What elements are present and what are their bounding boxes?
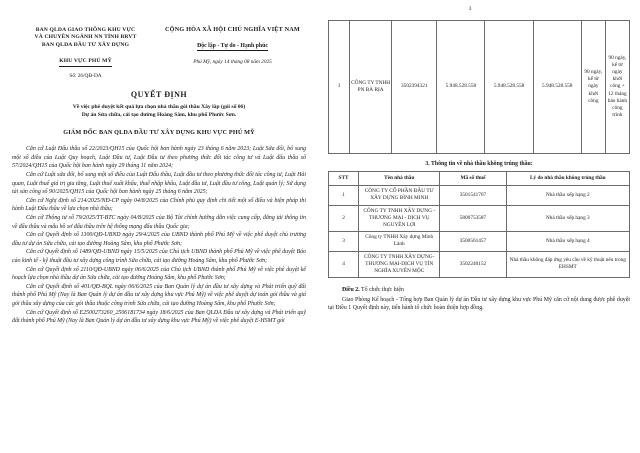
article-2-label: Điều 2. xyxy=(342,287,360,294)
loser-reason: Nhà thầu xếp hạng 4 xyxy=(506,232,629,251)
table-row xyxy=(329,205,630,232)
winner-tax-code: 3502394321 xyxy=(392,21,437,154)
subtitle-line-2: Dự án Sửa chữa, cải tạo đường Hoàng Sâm, khu phố Phước Sơn. xyxy=(81,112,237,119)
column-header-name: Tên nhà thầu xyxy=(359,172,440,186)
loser-stt: 2 xyxy=(329,205,359,232)
loser-tax-code: 3502240152 xyxy=(440,251,506,278)
loser-reason: Nhà thầu không đáp ứng yêu cầu về kỹ thuật nêu trong EHSMT xyxy=(506,251,629,278)
legal-basis-paragraphs xyxy=(12,145,306,325)
page-title: QUYẾT ĐỊNH xyxy=(130,90,188,100)
article-2-title: Tổ chức thực hiện xyxy=(359,287,404,294)
org-line-2: VÀ CHUYÊN NGÀNH NN TỈNH BRVT xyxy=(34,34,137,41)
legal-basis-paragraph: Căn cứ Quyết định số 2110/QĐ-UBND ngày 06/6/2025 của Chủ tịch UBND thành phố Phú Mỹ về việc phê duyệt kế hoạch lựa chọn nhà thầu dự án Sửa chữa, cải tạo đường Hoàng Sâm, khu phố Phước Sơn; xyxy=(12,266,306,282)
loser-tax-code: 3500561457 xyxy=(440,232,506,251)
column-header-reason: Lý do nhà thầu không trúng thầu xyxy=(506,172,629,186)
org-line-4: KHU VỰC PHÚ MỸ xyxy=(59,58,112,67)
loser-reason: Nhà thầu xếp hạng 3 xyxy=(506,205,629,232)
article-2-block xyxy=(328,286,630,313)
legal-basis-paragraph: Căn cứ Luật sửa đổi, bổ sung một số điều của Luật Đấu thầu, Luật đầu tư theo phương thức đối tác công tư, Luật Hải quan, Luật thuế giá trị gia tăng, Luật thuế xuất khẩu, thuế nhập khẩu, Luật đầu tư, Luật đầu tư công, Luật quản lý; Sử dụng tài sản công số 90/2025/QH15 của Quốc hội ban hành ngày 25 tháng 6 năm 2025; xyxy=(12,172,306,196)
winner-stt: 1 xyxy=(329,21,350,154)
winner-warranty: 90 ngày, kể từ ngày khởi công + 12 tháng bảo hành công trình xyxy=(605,21,629,154)
subtitle-line-1: Về việc phê duyệt kết quả lựa chọn nhà thầu gói thầu Xây lắp (gói số 06) xyxy=(72,104,246,111)
losers-section-heading: 3. Thông tin về nhà thầu không trúng thầu: xyxy=(425,161,533,167)
table-row xyxy=(329,251,630,278)
winner-duration: 90 ngày, kể từ ngày khởi công xyxy=(581,21,605,154)
loser-tax-code: 3501541767 xyxy=(440,186,506,205)
table-row xyxy=(329,232,630,251)
table-header-row xyxy=(329,172,630,186)
letterhead xyxy=(12,26,306,79)
table-row xyxy=(329,186,630,205)
issuing-organization xyxy=(12,26,159,79)
legal-basis-paragraph: Căn cứ Quyết định số 401/QĐ-BQL ngày 06/6/2025 của Ban Quản lý dự án đầu tư xây dựng và Phát triển quỹ đất thành phố Phú Mỹ (Nay là Ban Quản lý dự án đầu tư xây dựng khu vực Phú Mỹ) về việc phê duyệt dự toán gói thầu và giá gói thầu xây dựng của các gói thầu thuộc công trình Sửa chữa, cải tạo đường Hoàng Sâm, khu phố Phước Sơn; xyxy=(12,283,306,307)
decision-subtitle xyxy=(12,103,306,119)
table-row xyxy=(329,21,630,154)
winner-name: CÔNG TY TNHH PN BÀ RỊA xyxy=(350,21,392,154)
legal-basis-paragraph: Căn cứ Nghị định số 214/2025/NĐ-CP ngày 04/8/2025 của Chính phủ quy định chi tiết một số điều và biện pháp thi hành Luật Đấu thầu về lựa chọn nhà thầu; xyxy=(12,197,306,213)
article-2-text: Giao Phòng Kế hoạch - Tổng hợp Ban Quản lý dự án Đầu tư xây dựng khu vực Phú Mỹ căn cứ nội dung được phê duyệt tại Điều 1 Quyết định này, tiến hành tổ chức hoàn thiện hợp đồng. xyxy=(328,296,630,312)
loser-name: CÔNG TY TNHH XÂY DỰNG- THƯƠNG MẠI-DỊCH VỤ TÍN NGHĨA XUYÊN MỘC xyxy=(359,251,440,278)
loser-stt: 4 xyxy=(329,251,359,278)
issuing-authority-title: GIÁM ĐỐC BAN QLDA ĐẦU TƯ XÂY DỰNG KHU VỰC PHÚ MỸ xyxy=(63,129,255,137)
legal-basis-paragraph: Căn cứ Luật Đấu thầu số 22/2023/QH15 của Quốc hội ban hành ngày 23 tháng 6 năm 2023; Luật Sửa đổi, bổ sung một số điều của Luật Quy hoạch, Luật Đầu tư, Luật Đầu tư theo phương thức đối tác công tư và Luật đấu thầu số 57/2024/QH15 của Quốc hội ban hành ngày 29 tháng 11 năm 2024; xyxy=(12,146,306,170)
place-and-date: Phú Mỹ, ngày 14 tháng 08 năm 2025 xyxy=(193,59,272,65)
loser-tax-code: 5800753587 xyxy=(440,205,506,232)
column-header-tax-code: Mã số thuế xyxy=(440,172,506,186)
column-header-stt: STT xyxy=(329,172,359,186)
article-2-heading xyxy=(328,286,630,294)
legal-basis-paragraph: Căn cứ Quyết định số 1489/QĐ-UBND ngày 15/5/2025 của Chủ tịch UBND thành phố Phú Mỹ về việc phê duyệt Báo cáo kinh tế - kỹ thuật đầu tư xây dựng công trình Sửa chữa, cải tạo đường Hoàng Sâm, khu phố Phước Sơn; xyxy=(12,249,306,264)
national-heading xyxy=(159,26,306,65)
legal-basis-paragraph: Căn cứ Quyết định số E2500273260_2506181734 ngày 18/6/2025 của Ban QLDA Đầu tư xây dựng và Phát triển quỹ đất thành phố Phú Mỹ (Nay là Ban Quản lý dự án đầu tư xây dựng khu vực Phú Mỹ) về việc phê duyệt E-HSMT gói xyxy=(12,309,306,325)
loser-name: Công ty TNHH Xây dựng Minh Lành xyxy=(359,232,440,251)
winning-bidder-table xyxy=(328,20,630,154)
loser-reason: Nhà thầu xếp hạng 2 xyxy=(506,186,629,205)
document-number: Số: 26/QĐ-DA xyxy=(69,73,102,80)
loser-stt: 1 xyxy=(329,186,359,205)
loser-name: CÔNG TY CỔ PHẦN ĐẦU TƯ XÂY DỰNG BÌNH MINH xyxy=(359,186,440,205)
right-column xyxy=(320,0,640,453)
losing-bidders-table xyxy=(328,171,630,278)
page-number: 3 xyxy=(468,6,472,12)
national-motto: Độc lập - Tự do - Hạnh phúc xyxy=(197,43,268,49)
org-line-3: BAN QLDA ĐẦU TƯ XÂY DỰNG xyxy=(41,41,130,48)
winner-value-2: 5.948.528.558 xyxy=(485,21,533,154)
winner-value-1: 5.948.528.558 xyxy=(437,21,485,154)
country-name: CỘNG HÒA XÃ HỘI CHỦ NGHĨA VIỆT NAM xyxy=(165,26,300,33)
loser-name: CÔNG TY TNHH XÂY DỰNG - THƯƠNG MẠI - DỊCH VỤ NGUYÊN LỢI xyxy=(359,205,440,232)
loser-stt: 3 xyxy=(329,232,359,251)
legal-basis-paragraph: Căn cứ Quyết định số 1300/QĐ-UBND ngày 29/4/2025 của UBND thành phố Phú Mỹ về việc phê duyệt chủ trương đầu tư dự án Sửa chữa, cải tạo đường Hoàng Sâm, khu phố Phước Sơn; xyxy=(12,232,306,247)
org-line-1: BAN QLDA GIAO THÔNG KHU VỰC xyxy=(35,27,136,33)
legal-basis-paragraph: Căn cứ Thông tư số 79/2025/TT-BTC ngày 04/8/2025 của Bộ Tài chính hướng dẫn việc cung cấp, đăng tải thông tin về đấu thầu và mẫu hồ sơ đấu thầu trên hệ thống mạng đấu thầu Quốc gia; xyxy=(12,214,306,230)
winner-value-3: 5.948.528.558 xyxy=(533,21,581,154)
